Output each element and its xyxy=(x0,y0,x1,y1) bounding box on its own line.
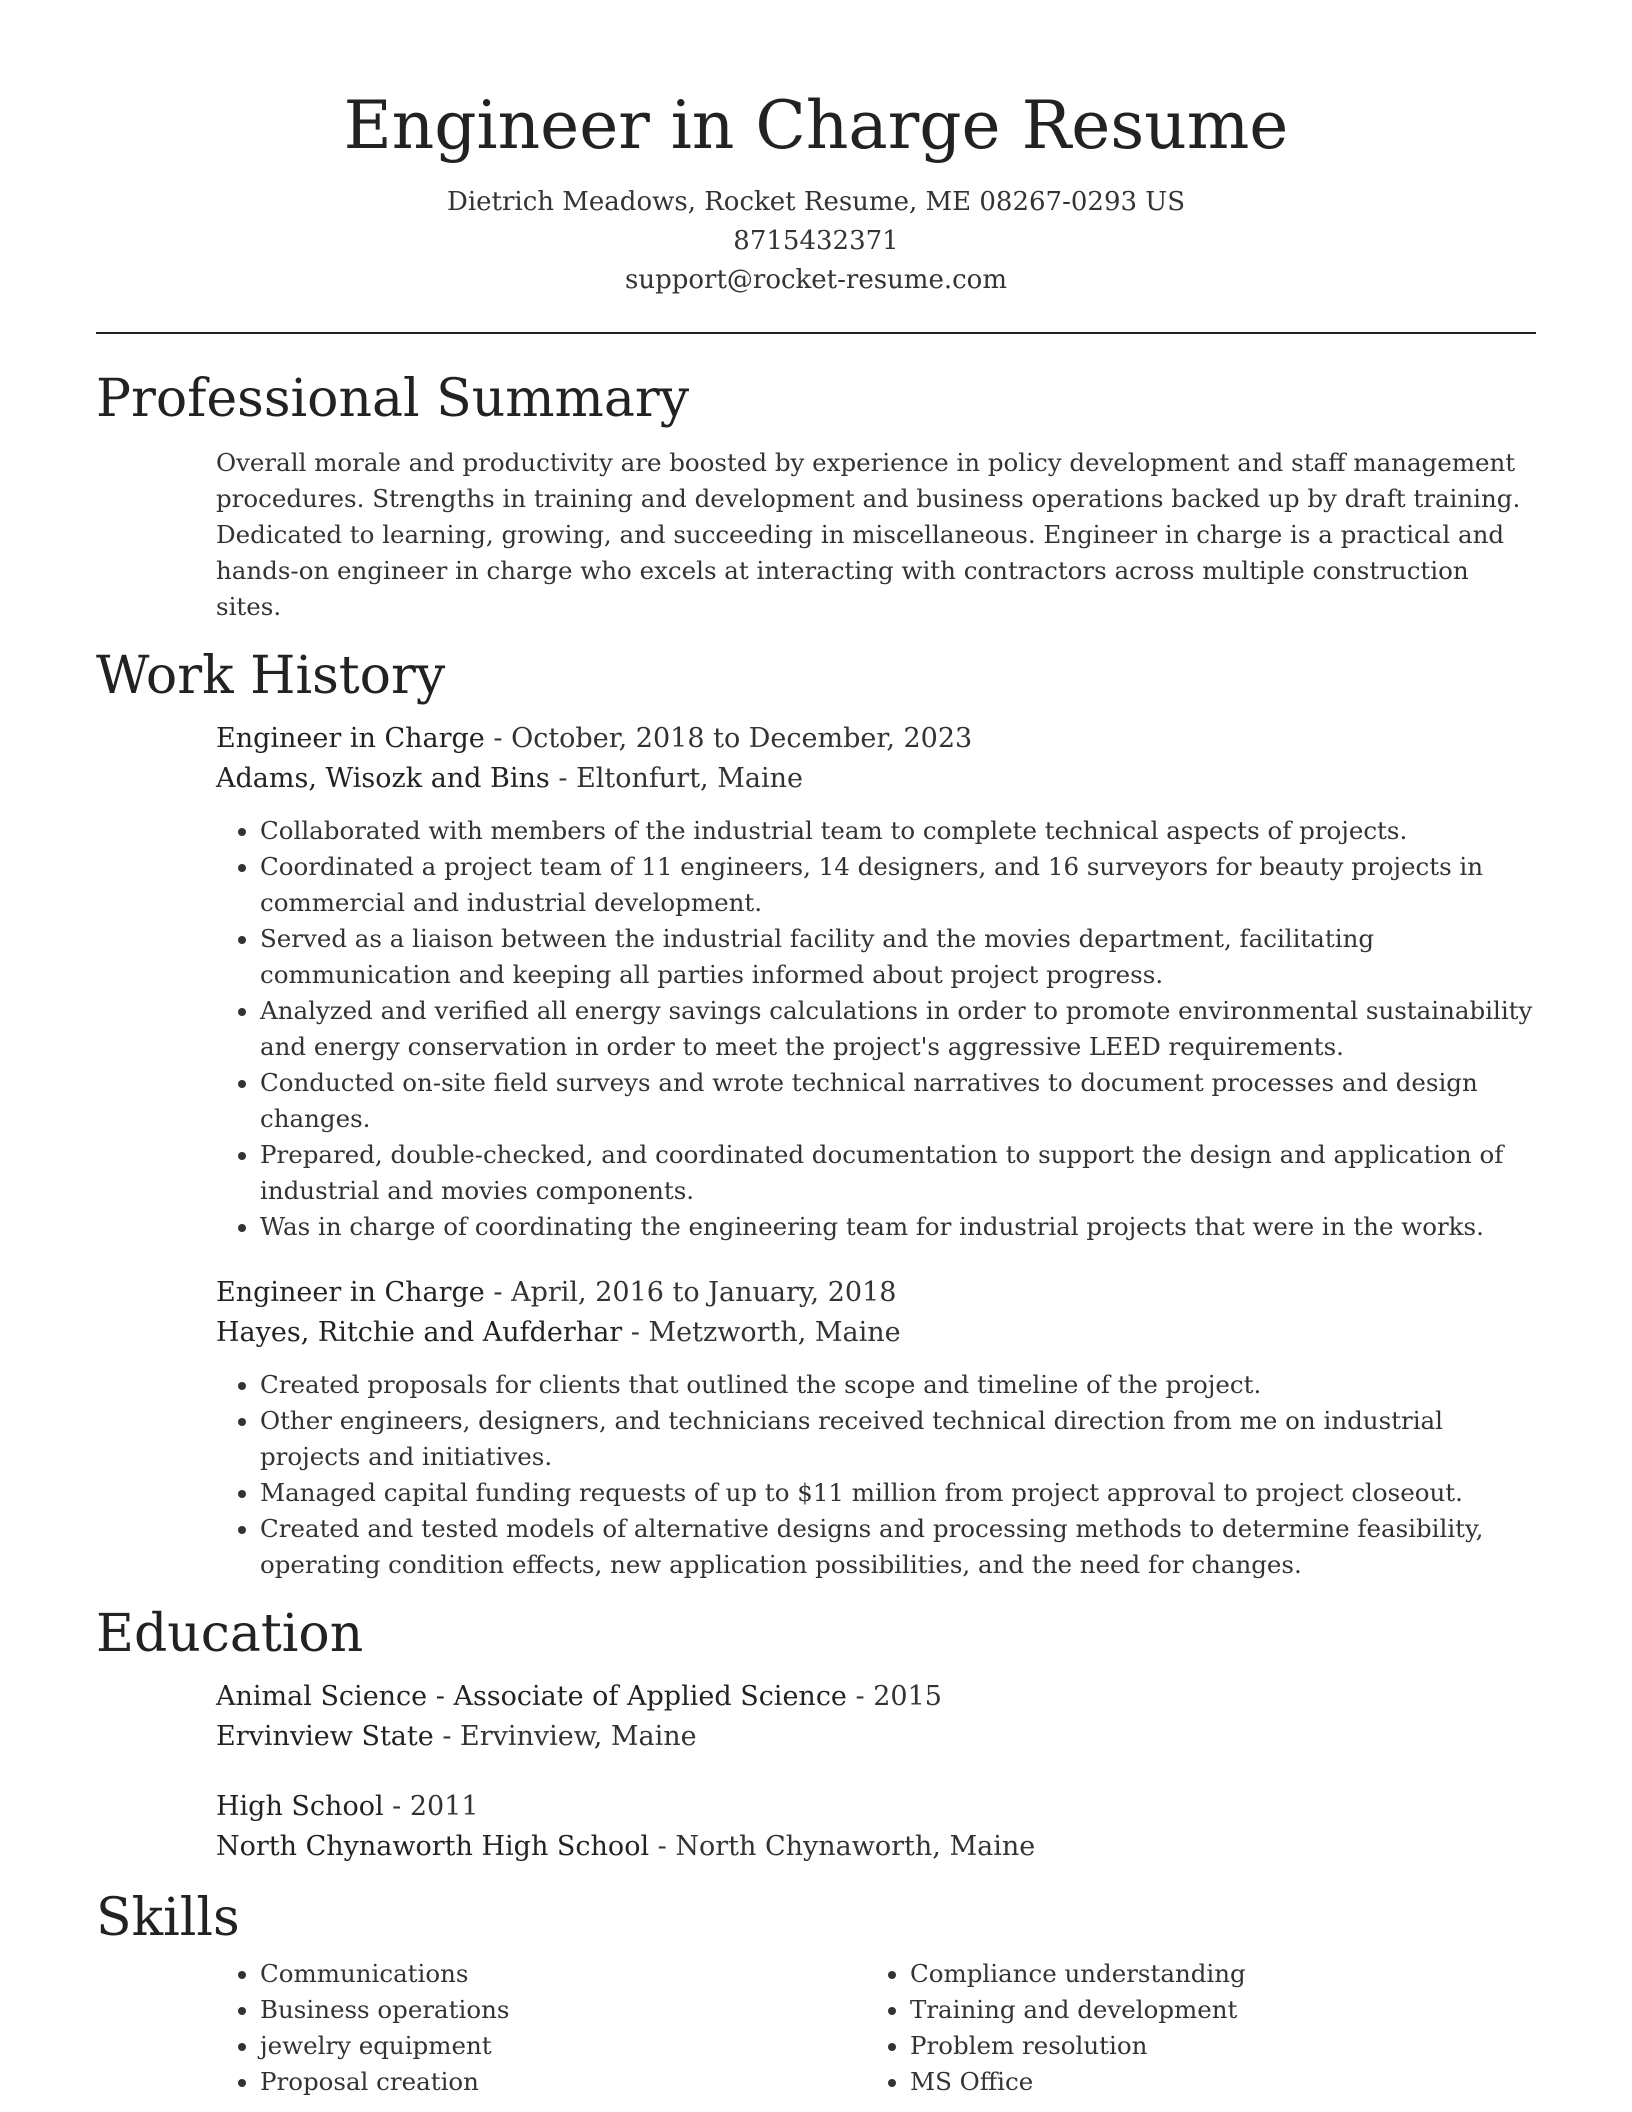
job-bullet: • Other engineers, designers, and technicians received technical direction from me on industrial projects and initiatives. xyxy=(260,1403,1536,1475)
job-bullet: • Prepared, double-checked, and coordinated documentation to support the design and application of industrial and movies components. xyxy=(260,1137,1536,1209)
education-degree-line xyxy=(216,1787,1536,1827)
education-location: - Ervinview, Maine xyxy=(433,1721,697,1753)
job-entry xyxy=(216,1273,1536,1583)
job-bullets xyxy=(216,1367,1536,1583)
education-school-line xyxy=(216,1717,1536,1757)
education-section xyxy=(0,1603,1632,1867)
work-history-heading: Work History xyxy=(96,645,446,706)
job-dates: - October, 2018 to December, 2023 xyxy=(484,722,973,754)
skill-item: • Communications xyxy=(260,1956,866,1992)
job-title-line xyxy=(216,719,1536,759)
job-dates: - April, 2016 to January, 2018 xyxy=(484,1276,897,1308)
header-divider xyxy=(96,332,1536,334)
skill-item: • Business operations xyxy=(260,1992,866,2028)
address-text: Dietrich Meadows, Rocket Resume, ME 08267-0293 US xyxy=(446,187,1186,218)
job-company: Adams, Wisozk and Bins xyxy=(216,762,550,794)
skills-section xyxy=(0,1887,1632,2099)
page-title: Engineer in Charge Resume xyxy=(343,87,1289,164)
skill-item: • Compliance understanding xyxy=(910,1956,1536,1992)
summary-heading: Professional Summary xyxy=(96,369,690,430)
job-bullet: • Conducted on-site field surveys and wrote technical narratives to document processes and design changes. xyxy=(260,1065,1536,1137)
job-company-line xyxy=(216,759,1536,799)
skill-item: • Proposal creation xyxy=(260,2064,866,2100)
education-location: - North Chynaworth, Maine xyxy=(649,1831,1036,1863)
skills-list-left xyxy=(216,1956,866,2100)
job-bullet: • Was in charge of coordinating the engineering team for industrial projects that were in the works. xyxy=(260,1209,1536,1245)
job-company: Hayes, Ritchie and Aufderhar xyxy=(216,1316,623,1348)
education-degree-line xyxy=(216,1677,1536,1717)
job-title: Engineer in Charge xyxy=(216,722,485,754)
job-bullet: • Coordinated a project team of 11 engineers, 14 designers, and 16 surveyors for beauty projects in commercial and industrial development. xyxy=(260,849,1536,921)
skill-item: • Problem resolution xyxy=(910,2028,1536,2064)
skills-list-right xyxy=(866,1956,1536,2100)
education-entry xyxy=(216,1677,1536,1757)
contact-info xyxy=(0,183,1632,300)
education-school: Ervinview State xyxy=(216,1721,434,1753)
education-year: - 2011 xyxy=(383,1791,479,1823)
skill-item: • jewelry equipment xyxy=(260,2028,866,2064)
resume-header xyxy=(0,0,1632,300)
work-history-section xyxy=(0,645,1632,1583)
education-year: - 2015 xyxy=(846,1681,942,1713)
skills-grid xyxy=(216,1956,1536,2100)
job-title: Engineer in Charge xyxy=(216,1276,485,1308)
job-bullet: • Created and tested models of alternative designs and processing methods to determine feasibility, operating condition effects, new application possibilities, and the need for changes. xyxy=(260,1511,1536,1583)
summary-text: Overall morale and productivity are boosted by experience in policy development and staff management procedures. Strengths in training and development and business operations backed up by draft training. Dedicated to learning, growing, and succeeding in miscellaneous. Engineer in charge is a practical and hands-on engineer in charge who excels at interacting with contractors across multiple construction sites. xyxy=(216,447,1521,621)
summary-section xyxy=(0,368,1632,624)
job-bullet: • Created proposals for clients that outlined the scope and timeline of the project. xyxy=(260,1367,1536,1403)
education-degree: Animal Science - Associate of Applied Science xyxy=(216,1681,847,1713)
job-bullets xyxy=(216,813,1536,1245)
job-title-line xyxy=(216,1273,1536,1313)
job-bullet: • Collaborated with members of the industrial team to complete technical aspects of projects. xyxy=(260,813,1536,849)
job-entry xyxy=(216,719,1536,1245)
education-degree: High School xyxy=(216,1791,384,1823)
education-school: North Chynaworth High School xyxy=(216,1831,650,1863)
job-location: - Eltonfurt, Maine xyxy=(549,762,803,794)
education-school-line xyxy=(216,1827,1536,1867)
job-company-line xyxy=(216,1313,1536,1353)
education-entry xyxy=(216,1787,1536,1867)
education-heading: Education xyxy=(96,1603,364,1664)
job-bullet: • Managed capital funding requests of up to $11 million from project approval to project closeout. xyxy=(260,1475,1536,1511)
skill-item: • Training and development xyxy=(910,1992,1536,2028)
job-bullet: • Served as a liaison between the industrial facility and the movies department, facilitating communication and keeping all parties informed about project progress. xyxy=(260,921,1536,993)
phone-text: 8715432371 xyxy=(733,226,899,257)
email-text: support@rocket-resume.com xyxy=(624,265,1007,296)
job-bullet: • Analyzed and verified all energy savings calculations in order to promote environmental sustainability and energy conservation in order to meet the project's aggressive LEED requirements. xyxy=(260,993,1536,1065)
skills-heading: Skills xyxy=(96,1888,240,1949)
skill-item: • MS Office xyxy=(910,2064,1536,2100)
job-location: - Metzworth, Maine xyxy=(622,1316,901,1348)
